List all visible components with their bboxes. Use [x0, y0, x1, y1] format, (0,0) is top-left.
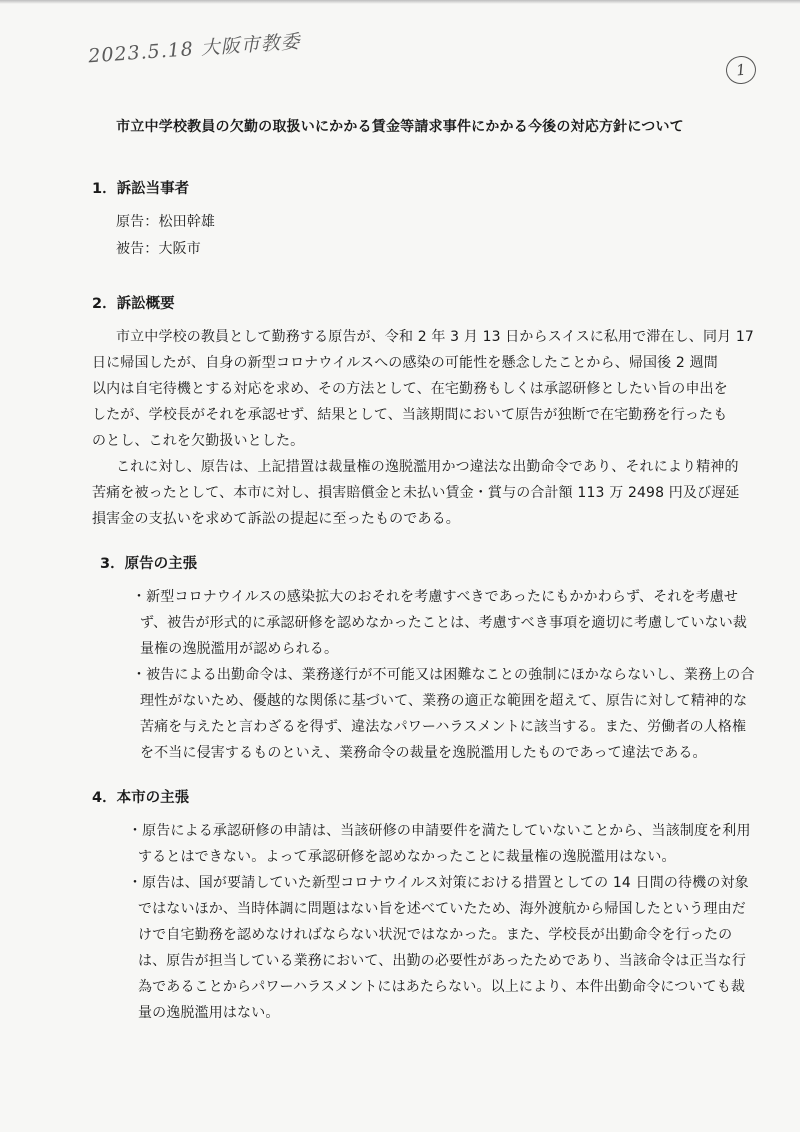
overview-line: 以内は自宅待機とする対応を求め、その方法として、在宅勤務もしくは承認研修としたい旨の申出を: [92, 381, 728, 397]
plaintiff-claim-line: ず、被告が形式的に承認研修を認めなかったことは、考慮すべき事項を適切に考慮していない裁: [140, 615, 748, 631]
plaintiff-claim-line: 理性がないため、優越的な関係に基づいて、業務の適正な範囲を超えて、原告に対して精神的な: [140, 693, 748, 709]
city-claim-line: けで自宅勤務を認めなければならない状況ではなかった。また、学校長が出勤命令を行ったの: [138, 927, 733, 943]
document-title: 市立中学校教員の欠勤の取扱いにかかる賃金等請求事件にかかる今後の対応方針について: [116, 119, 684, 135]
city-claim-line: 為であることからパワーハラスメントにはあたらない。以上により、本件出勤命令についても裁: [138, 979, 746, 995]
overview-line: のとし、これを欠勤扱いとした。: [92, 433, 305, 449]
overview-line: 苦痛を被ったとして、本市に対し、損害賠償金と未払い賃金・賞与の合計額 113 万 2498 円及び遅延: [92, 485, 740, 501]
plaintiff-claim-line: 苦痛を与えたと言わざるを得ず、違法なパワーハラスメントに該当する。また、労働者の人格権: [140, 719, 747, 735]
plaintiff-claim-line: ・新型コロナウイルスの感染拡大のおそれを考慮すべきであったにもかかわらず、それを考慮せ: [132, 589, 739, 605]
scan-edge: [0, 0, 800, 4]
plaintiff-claim-line: ・被告による出勤命令は、業務遂行が不可能又は困難なことの強制にほかならないし、業務上の合: [132, 667, 755, 683]
defendant-line: 被告：大阪市: [116, 241, 201, 257]
page-number-mark: 1: [725, 55, 758, 86]
city-claim-line: ではないほか、当時体調に問題はない旨を述べていたため、海外渡航から帰国したという理由だ: [138, 901, 746, 917]
city-claim-line: するとはできない。よって承認研修を認めなかったことに裁量権の逸脱濫用はない。: [138, 849, 676, 865]
overview-line: これに対し、原告は、上記措置は裁量権の逸脱濫用かつ違法な出勤命令であり、それにより精神的: [116, 459, 739, 475]
section-heading-parties: 1．訴訟当事者: [92, 181, 190, 197]
section-heading-city-claims: 4．本市の主張: [92, 790, 190, 806]
plaintiff-claim-line: を不当に侵害するものといえ、業務命令の裁量を逸脱濫用したものであって違法である。: [140, 745, 707, 761]
handwritten-date-note: 2023.5.18 大阪市教委: [87, 30, 302, 68]
city-claim-line: 量の逸脱濫用はない。: [138, 1005, 280, 1021]
section-heading-overview: 2．訴訟概要: [92, 296, 175, 312]
plaintiff-line: 原告：松田幹雄: [116, 214, 216, 230]
overview-line: 市立中学校の教員として勤務する原告が、令和 2 年 3 月 13 日からスイスに私用で滞在し、同月 17: [116, 329, 754, 345]
overview-line: 日に帰国したが、自身の新型コロナウイルスへの感染の可能性を懸念したことから、帰国後 2 週間: [92, 355, 718, 371]
plaintiff-claim-line: 量権の逸脱濫用が認められる。: [140, 641, 339, 657]
city-claim-line: ・原告による承認研修の申請は、当該研修の申請要件を満たしていないことから、当該制度を利用: [128, 823, 751, 839]
section-heading-plaintiff-claims: 3．原告の主張: [100, 556, 198, 572]
city-claim-line: ・原告は、国が要請していた新型コロナウイルス対策における措置としての 14 日間の待機の対象: [128, 875, 749, 891]
overview-line: 損害金の支払いを求めて訴訟の提起に至ったものである。: [92, 511, 460, 527]
overview-line: したが、学校長がそれを承認せず、結果として、当該期間において原告が独断で在宅勤務を行ったも: [92, 407, 728, 423]
city-claim-line: は、原告が担当している業務において、出勤の必要性があったためであり、当該命令は正当な行: [138, 953, 747, 969]
